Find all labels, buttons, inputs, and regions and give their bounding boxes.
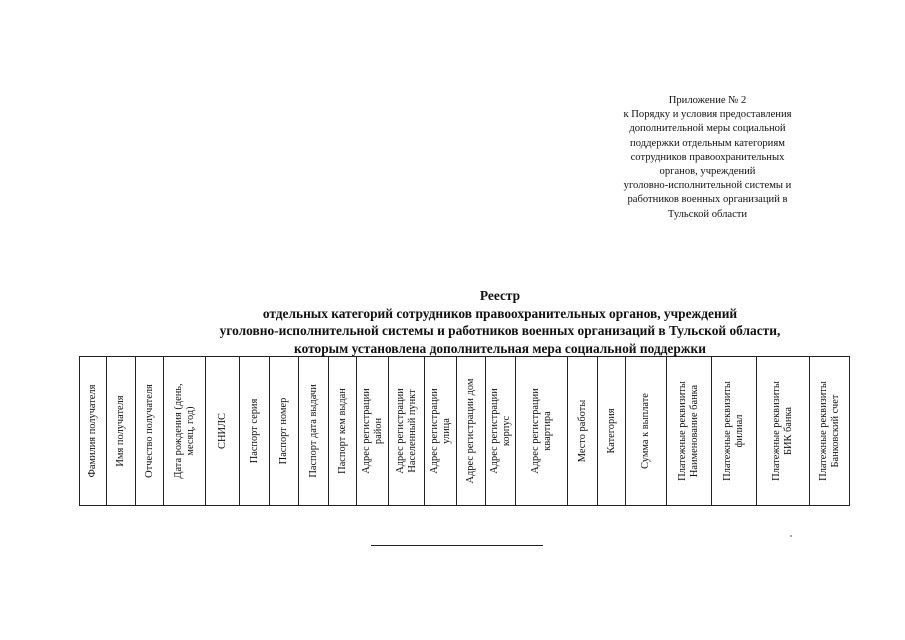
column-header: Адрес регистрации дом — [457, 357, 486, 506]
appendix-line: сотрудников правоохранительных — [630, 151, 785, 163]
registry-subtitle-line: отдельных категорий сотрудников правоохранительных органов, учреждений — [262, 305, 738, 321]
appendix-line: к Порядку и условия предоставления — [623, 109, 792, 121]
appendix-line: уголовно-исполнительной системы и — [623, 180, 792, 192]
appendix-line: органов, учреждений — [659, 166, 756, 178]
scan-dot — [790, 535, 792, 537]
column-header: Адрес регистрации корпус — [486, 357, 516, 506]
column-header: Адрес регистрации район — [357, 357, 389, 506]
column-header: Сумма к выплате — [626, 357, 667, 506]
column-header: Фамилия получателя — [80, 357, 107, 506]
registry-title — [120, 287, 880, 357]
appendix-block — [580, 94, 835, 222]
column-header: Платежные реквизиты Банковский счет — [810, 357, 850, 506]
registry-table — [79, 356, 850, 506]
column-header: Платежные реквизиты филиал — [712, 357, 757, 506]
table-header-row — [80, 357, 850, 506]
column-header: Место работы — [568, 357, 598, 506]
registry-subtitle-line: уголовно-исполнительной системы и работников военных организаций в Тульской области, — [219, 323, 781, 339]
separator-line — [371, 545, 543, 546]
appendix-line: поддержки отдельным категориям — [630, 137, 785, 149]
column-header: Паспорт номер — [270, 357, 299, 506]
column-header: Отчество получателя — [136, 357, 164, 506]
column-header: Дата рождения (день, месяц, год) — [164, 357, 206, 506]
column-header: Паспорт кем выдан — [329, 357, 357, 506]
column-header: Паспорт серия — [240, 357, 270, 506]
column-header: Адрес регистрации квартира — [516, 357, 568, 506]
column-header: Паспорт дата выдачи — [299, 357, 329, 506]
appendix-line: дополнительной меры социальной — [629, 123, 786, 135]
appendix-line: Приложение № 2 — [668, 95, 747, 106]
column-header: Платежные реквизиты БИК банка — [757, 357, 810, 506]
registry-subtitle-line: которым установлена дополнительная мера социальной поддержки — [294, 340, 706, 356]
appendix-line: работников военных организаций в — [627, 194, 788, 206]
column-header: Имя получателя — [107, 357, 136, 506]
appendix-line: Тульской области — [667, 208, 748, 220]
column-header: Категория — [598, 357, 626, 506]
column-header: Адрес регистрации Населенный пункт — [389, 357, 425, 506]
column-header: Платежные реквизиты Наименование банка — [667, 357, 712, 506]
registry-heading: Реестр — [479, 288, 521, 303]
column-header: СНИЛС — [206, 357, 240, 506]
column-header: Адрес регистрации улица — [425, 357, 457, 506]
